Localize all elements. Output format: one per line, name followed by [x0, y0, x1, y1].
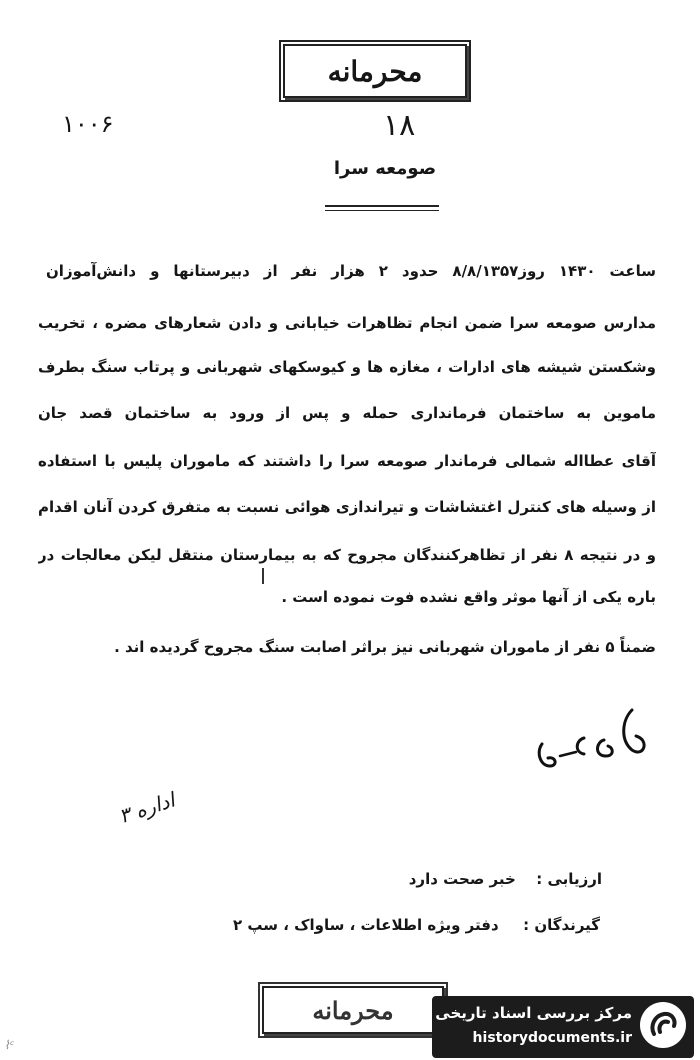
heading-underline-thin: [325, 210, 439, 211]
archive-name: مرکز بررسی اسناد تاریخی: [435, 1004, 632, 1022]
classification-stamp: [283, 44, 467, 98]
signature: [532, 700, 672, 780]
city-heading: صومعه سرا: [333, 158, 437, 179]
body-line-2: مدارس صومعه سرا ضمن انجام تظاهرات خیابانی و دادن شعارهای مضره ، تخریب: [38, 314, 656, 332]
body-line-6: از وسیله های کنترل اغتشاشات و تیراندازی هوائی نسبت به متفرق کردن آنان اقدام: [38, 498, 656, 516]
archive-url: historydocuments.ir: [472, 1030, 632, 1046]
body-line-7: و در نتیجه ۸ نفر از تظاهرکنندگان مجروح که به بیمارستان منتقل لیکن معالجات در: [38, 546, 656, 564]
additional-note: ضمناً ۵ نفر از ماموران شهربانی نیز براثر اصابت سنگ مجروح گردیده اند .: [114, 638, 656, 656]
handwritten-annotation: اداره ۳: [115, 787, 178, 829]
recipients-line: [233, 916, 600, 934]
bottom-stamp-text: محرمانه: [312, 995, 394, 1025]
body-line-4: ماموین به ساختمان فرمانداری حمله و پس از ورود به ساختمان قصد جان: [38, 404, 656, 422]
evaluation-value: خبر صحت دارد: [408, 870, 516, 888]
recipients-label: گیرندگان :: [523, 916, 600, 934]
margin-tick-mark: [262, 568, 264, 584]
archive-logo: [432, 996, 694, 1058]
document-number: ۱۰۰۶: [62, 110, 114, 138]
bottom-stamp-outer-frame: [258, 982, 448, 1038]
heading-underline: [325, 205, 439, 207]
bottom-classification-stamp: [262, 986, 444, 1034]
archive-emblem-glyph: [646, 1008, 680, 1042]
body-line-8: باره یکی از آنها موثر واقع نشده فوت نموده است .: [281, 588, 656, 606]
recipients-value: دفتر ویژه اطلاعات ، ساواک ، سپ ۲: [232, 916, 499, 934]
page-number: ۱۸: [383, 108, 416, 143]
evaluation-label: ارزیابی :: [536, 870, 602, 888]
evaluation-line: [409, 870, 602, 888]
body-line-5: آقای عطااله شمالی فرماندار صومعه سرا را داشتند که ماموران پلیس با استفاده: [38, 452, 656, 470]
archive-emblem-icon: [640, 1002, 686, 1048]
margin-scribble: ⌇ᶜ: [4, 1038, 15, 1052]
stamp-outer-frame: [279, 40, 471, 102]
body-line-1: ساعت ۱۴۳۰ روز۸/۸/۱۳۵۷ حدود ۲ هزار نفر از دبیرستانها و دانش‌آموزان: [46, 262, 656, 280]
classification-stamp-text: محرمانه: [327, 54, 423, 88]
body-line-3: وشکستن شیشه های ادارات ، مغازه ها و کیوسکهای شهربانی و پرتاب سنگ بطرف: [38, 358, 656, 376]
